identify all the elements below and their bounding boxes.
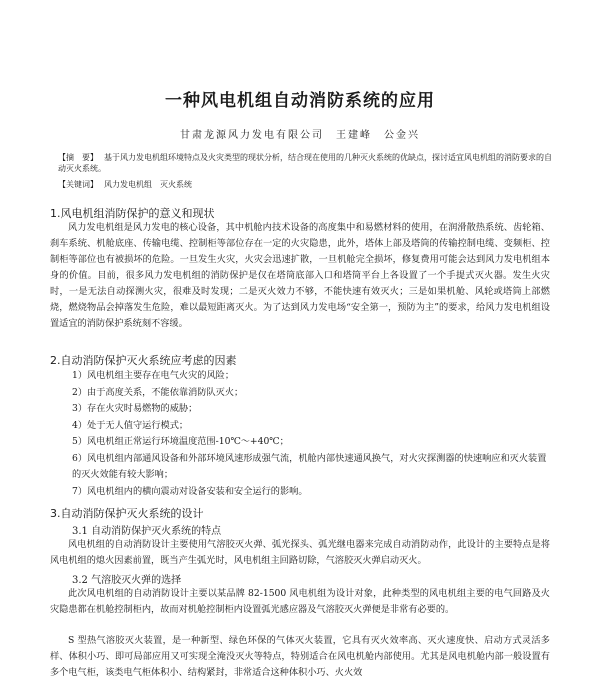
subsection-3-2-text-2: S 型热气溶胶灭火装置，是一种新型、绿色环保的气体灭火装置，它具有灭火效率高、灭火速度快、启动方式灵活多样、体积小巧、即可局部应用又可实现全淹没灭火等特点，特别适合在风电机舱内部使用。尤其是风电机舱内部一般设置有多个电气柜，该类电气柜体积小、结构紧封，非常适合这种体积小巧、火火效	[50, 635, 550, 678]
list-item: 4）处于无人值守运行模式；	[72, 419, 189, 431]
paper-title: 一种风电机组自动消防系统的应用	[165, 91, 435, 111]
list-item: 3）存在火灾时易燃物的威胁；	[72, 403, 198, 414]
section-1-text: 风力发电机组是风力发电的核心设备，其中机舱内技术设备的高度集中和易燃材料的使用，在润滑散热系统、齿轮箱、刹车系统、机舱底座、传输电缆、控制柜等部位存在一定的火灾隐患，此外，塔体上部及塔筒的传输控制电缆、变频柜、控制柜等部位也有被损坏的危险。一旦发生火灾，火灾会迅速扩散，一旦机舱完全损坏，修复费用可能会达到风力发电机组本身的价值。目前，很多风力发电机组的消防保护是仅在塔筒底部入口和塔筒平台上各设置了一个手提式灭火器。发生火灾时，一是无法自动探测火灾，很难及时发现；二是灭火效力不够，不能快速有效灭火；三是如果机舱、风轮或塔筒上部燃烧，燃烧物品会掉落发生危险，难以最短距离灭火。为了达到风力发电场“安全第一，预防为主”的要求，给风力发电机组设置适宜的消防保护系统刻不容缓。	[50, 222, 550, 329]
list-item: 7）风电机组内的横向震动对设备安装和安全运行的影响。	[72, 485, 308, 497]
list-item: 1）风电机组主要存在电气火灾的风险；	[72, 370, 235, 381]
subsection-3-2-text-1: 此次风电机组的自动消防设计主要以某品牌 82-1500 风电机组为设计对象，此种类型的风电机组主要的电气回路及火灾隐患都在机舱控制柜内，故而对机舱控制柜内设置弧光感应器及气溶胶灭火弹便是非常有必要的。	[50, 588, 550, 615]
subsection-3-1-heading: 3.1 自动消防保护灭火系统的特点	[72, 526, 222, 537]
abstract-text: 基于风力发电机组环境特点及火灾类型的现状分析，结合现在使用的几种灭火系统的优缺点，探讨适宜风电机组的消防要求的自动灭火系统。	[58, 153, 552, 173]
section-2-heading: 2.自动消防保护灭火系统应考虑的因素	[50, 354, 237, 367]
section-2-list	[72, 368, 550, 500]
keywords-text: 风力发电机组 灭火系统	[104, 180, 192, 189]
list-item: 5）风电机组正常运行环境温度范围-10℃～+40℃；	[72, 436, 289, 447]
list-item	[72, 451, 550, 484]
subsection-3-2-heading: 3.2 气溶胶灭火弹的选择	[72, 575, 182, 586]
abstract-label: 【摘 要】	[58, 153, 98, 162]
list-item-text: 6）风电机组内部通风设备和外部环境风速形成强气流，机舱内部快速通风换气，对火灾探测器的快速响应和灭火装置的灭火效能有较大影响；	[72, 452, 547, 480]
abstract	[58, 152, 552, 174]
paper-authors: 甘肃龙源风力发电有限公司 王建峰 公金兴	[180, 130, 420, 141]
section-1-heading: 1.风电机组消防保护的意义和现状	[50, 207, 215, 220]
keywords	[58, 179, 192, 190]
keywords-label: 【关键词】	[58, 180, 98, 189]
subsection-3-1-text: 风电机组的自动消防设计主要使用气溶胶灭火弹、弧光探头、弧光继电器来完成自动消防动作，此设计的主要特点是将风电机组的熄火因素前置，既当产生弧光时，风电机组主回路切除，气溶胶灭火弹启动灭火。	[50, 539, 550, 566]
list-item: 2）由于高度关系，不能依靠消防队灭火；	[72, 386, 244, 398]
section-3-heading: 3.自动消防保护灭火系统的设计	[50, 507, 204, 520]
